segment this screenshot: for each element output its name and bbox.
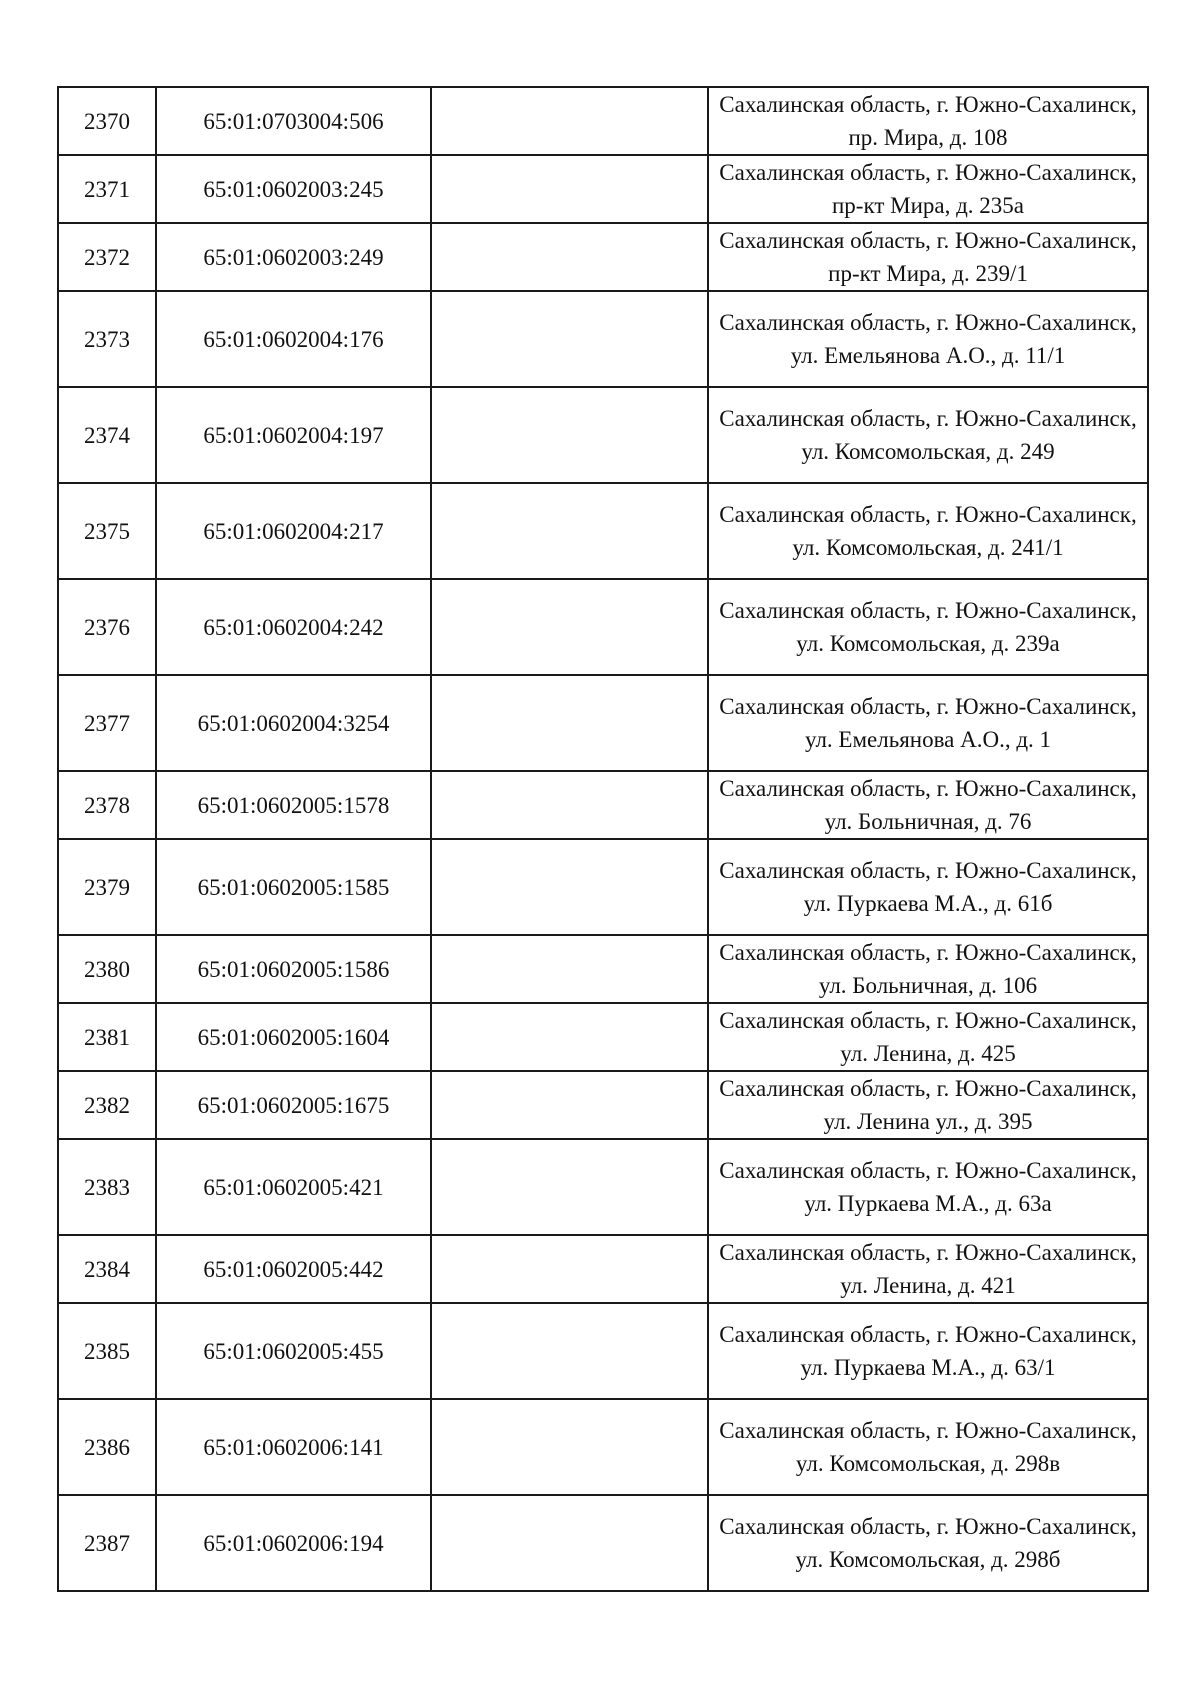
table-row [58, 935, 1148, 1003]
address-cell: Сахалинская область, г. Южно-Сахалинск, ул. Ленина ул., д. 395 [708, 1071, 1148, 1139]
address-cell: Сахалинская область, г. Южно-Сахалинск, ул. Комсомольская, д. 249 [708, 387, 1148, 483]
empty-cell [431, 579, 708, 675]
table-row [58, 155, 1148, 223]
address-cell: Сахалинская область, г. Южно-Сахалинск, ул. Ленина, д. 425 [708, 1003, 1148, 1071]
table-row [58, 87, 1148, 155]
empty-cell [431, 1003, 708, 1071]
address-cell: Сахалинская область, г. Южно-Сахалинск, пр-кт Мира, д. 239/1 [708, 223, 1148, 291]
address-cell: Сахалинская область, г. Южно-Сахалинск, ул. Емельянова А.О., д. 1 [708, 675, 1148, 771]
cadastral-number-cell: 65:01:0602005:442 [156, 1235, 431, 1303]
table-row [58, 839, 1148, 935]
row-number-cell: 2376 [58, 579, 156, 675]
cadastral-number-cell: 65:01:0602005:455 [156, 1303, 431, 1399]
empty-cell [431, 1071, 708, 1139]
row-number-cell: 2372 [58, 223, 156, 291]
row-number-cell: 2371 [58, 155, 156, 223]
table-body [58, 87, 1148, 1591]
row-number-cell: 2383 [58, 1139, 156, 1235]
table-row [58, 1303, 1148, 1399]
empty-cell [431, 87, 708, 155]
table-row [58, 387, 1148, 483]
cadastral-number-cell: 65:01:0602004:217 [156, 483, 431, 579]
empty-cell [431, 1303, 708, 1399]
cadastral-number-cell: 65:01:0602005:421 [156, 1139, 431, 1235]
address-cell: Сахалинская область, г. Южно-Сахалинск, ул. Пуркаева М.А., д. 63/1 [708, 1303, 1148, 1399]
cadastral-number-cell: 65:01:0602005:1586 [156, 935, 431, 1003]
table-row [58, 1003, 1148, 1071]
row-number-cell: 2384 [58, 1235, 156, 1303]
table-row [58, 771, 1148, 839]
cadastral-number-cell: 65:01:0602004:197 [156, 387, 431, 483]
row-number-cell: 2370 [58, 87, 156, 155]
empty-cell [431, 1235, 708, 1303]
empty-cell [431, 771, 708, 839]
empty-cell [431, 223, 708, 291]
address-cell: Сахалинская область, г. Южно-Сахалинск, ул. Комсомольская, д. 298б [708, 1495, 1148, 1591]
address-cell: Сахалинская область, г. Южно-Сахалинск, пр. Мира, д. 108 [708, 87, 1148, 155]
address-cell: Сахалинская область, г. Южно-Сахалинск, ул. Пуркаева М.А., д. 61б [708, 839, 1148, 935]
table-row [58, 1399, 1148, 1495]
address-cell: Сахалинская область, г. Южно-Сахалинск, ул. Больничная, д. 106 [708, 935, 1148, 1003]
cadastral-number-cell: 65:01:0602006:194 [156, 1495, 431, 1591]
row-number-cell: 2375 [58, 483, 156, 579]
cadastral-number-cell: 65:01:0602005:1578 [156, 771, 431, 839]
empty-cell [431, 1139, 708, 1235]
cadastral-number-cell: 65:01:0602005:1675 [156, 1071, 431, 1139]
row-number-cell: 2374 [58, 387, 156, 483]
cadastral-number-cell: 65:01:0602004:3254 [156, 675, 431, 771]
table-row [58, 1139, 1148, 1235]
cadastral-number-cell: 65:01:0602005:1585 [156, 839, 431, 935]
table-row [58, 223, 1148, 291]
empty-cell [431, 155, 708, 223]
row-number-cell: 2382 [58, 1071, 156, 1139]
empty-cell [431, 1399, 708, 1495]
address-cell: Сахалинская область, г. Южно-Сахалинск, ул. Комсомольская, д. 298в [708, 1399, 1148, 1495]
land-parcel-table [57, 86, 1149, 1592]
empty-cell [431, 291, 708, 387]
empty-cell [431, 483, 708, 579]
row-number-cell: 2386 [58, 1399, 156, 1495]
empty-cell [431, 387, 708, 483]
address-cell: Сахалинская область, г. Южно-Сахалинск, ул. Комсомольская, д. 239а [708, 579, 1148, 675]
table-row [58, 1235, 1148, 1303]
row-number-cell: 2387 [58, 1495, 156, 1591]
empty-cell [431, 675, 708, 771]
address-cell: Сахалинская область, г. Южно-Сахалинск, ул. Емельянова А.О., д. 11/1 [708, 291, 1148, 387]
table-row [58, 291, 1148, 387]
empty-cell [431, 935, 708, 1003]
row-number-cell: 2380 [58, 935, 156, 1003]
cadastral-number-cell: 65:01:0602006:141 [156, 1399, 431, 1495]
address-cell: Сахалинская область, г. Южно-Сахалинск, ул. Больничная, д. 76 [708, 771, 1148, 839]
table-row [58, 579, 1148, 675]
cadastral-number-cell: 65:01:0602005:1604 [156, 1003, 431, 1071]
address-cell: Сахалинская область, г. Южно-Сахалинск, пр-кт Мира, д. 235а [708, 155, 1148, 223]
row-number-cell: 2377 [58, 675, 156, 771]
cadastral-number-cell: 65:01:0602003:249 [156, 223, 431, 291]
cadastral-number-cell: 65:01:0602004:176 [156, 291, 431, 387]
address-cell: Сахалинская область, г. Южно-Сахалинск, ул. Ленина, д. 421 [708, 1235, 1148, 1303]
cadastral-number-cell: 65:01:0602004:242 [156, 579, 431, 675]
row-number-cell: 2385 [58, 1303, 156, 1399]
row-number-cell: 2373 [58, 291, 156, 387]
address-cell: Сахалинская область, г. Южно-Сахалинск, ул. Комсомольская, д. 241/1 [708, 483, 1148, 579]
cadastral-number-cell: 65:01:0602003:245 [156, 155, 431, 223]
table-row [58, 483, 1148, 579]
table-row [58, 1071, 1148, 1139]
cadastral-number-cell: 65:01:0703004:506 [156, 87, 431, 155]
row-number-cell: 2379 [58, 839, 156, 935]
table-row [58, 1495, 1148, 1591]
empty-cell [431, 1495, 708, 1591]
empty-cell [431, 839, 708, 935]
address-cell: Сахалинская область, г. Южно-Сахалинск, ул. Пуркаева М.А., д. 63а [708, 1139, 1148, 1235]
table-row [58, 675, 1148, 771]
row-number-cell: 2378 [58, 771, 156, 839]
row-number-cell: 2381 [58, 1003, 156, 1071]
